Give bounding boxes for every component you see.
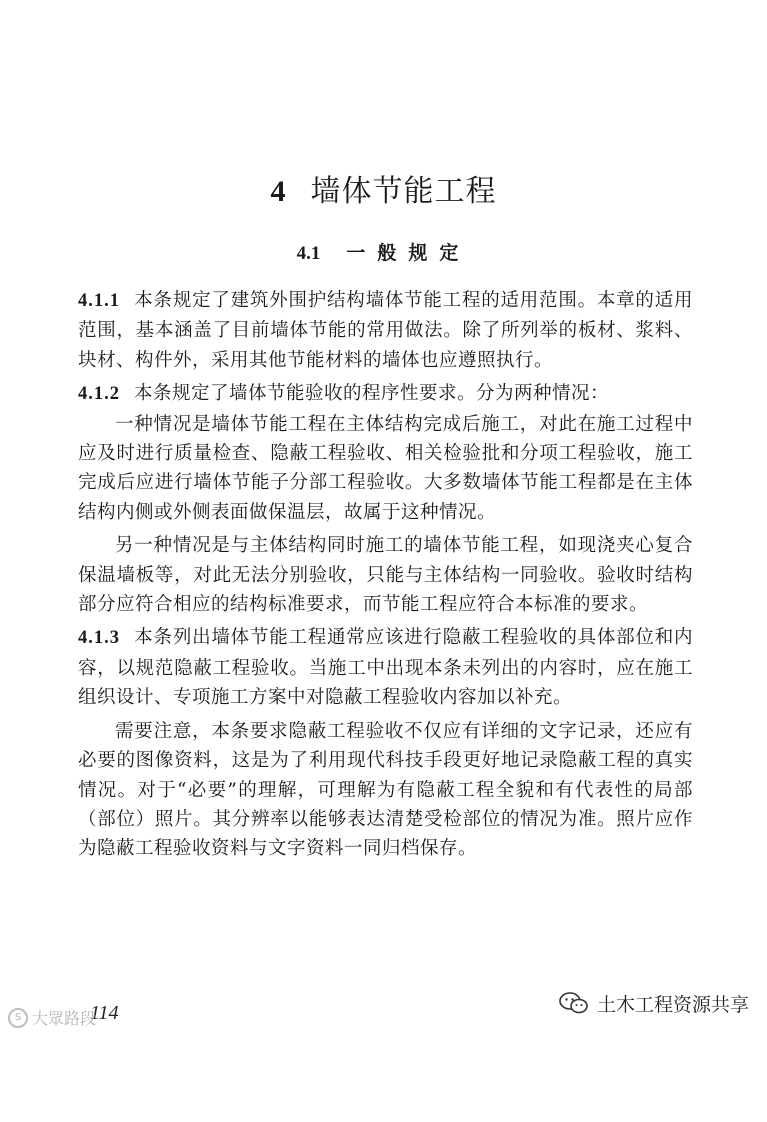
watermark-right xyxy=(559,990,749,1017)
paragraph-text: 本条规定了墙体节能验收的程序性要求。分为两种情况： xyxy=(134,383,610,405)
section-title-text: 一般规定 xyxy=(346,242,471,264)
watermark-right-text: 土木工程资源共享 xyxy=(596,994,749,1016)
paragraph: 一种情况是墙体节能工程在主体结构完成后施工，对此在施工过程中应及时进行质量检查、隐蔽工程验收、相关检验批和分项工程验收，施工完成后应进行墙体节能子分部工程验收。大多数墙体节能工程都是在主体结构内侧或外侧表面做保温层，故属于这种情况。 xyxy=(78,413,693,523)
chapter-number: 4 xyxy=(270,175,287,208)
body-text xyxy=(78,286,693,864)
clause-number: 4.1.2 xyxy=(78,384,120,405)
section-number: 4.1 xyxy=(296,243,321,264)
page-number: 114 xyxy=(90,1002,119,1024)
paragraph xyxy=(78,286,693,375)
watermark-left xyxy=(8,1006,96,1029)
paragraph-text: 本条规定了建筑外围护结构墙体节能工程的适用范围。本章的适用范围，基本涵盖了目前墙体节能的常用做法。除了所列举的板材、浆料、块材、构件外，采用其他节能材料的墙体也应遵照执行。 xyxy=(78,290,693,371)
paragraph: 需要注意，本条要求隐蔽工程验收不仅应有详细的文字记录，还应有必要的图像资料，这是为了利用现代科技手段更好地记录隐蔽工程的真实情况。对于“必要”的理解，可理解为有隐蔽工程全貌和有代表性的局部（部位）照片。其分辨率以能够表达清楚受检部位的情况为准。照片应作为隐蔽工程验收资料与文字资料一同归档保存。 xyxy=(78,720,693,860)
chapter-title-text: 墙体节能工程 xyxy=(310,174,497,209)
clause-number: 4.1.1 xyxy=(78,291,120,311)
wechat-icon xyxy=(559,991,589,1017)
paragraph: 另一种情况是与主体结构同时施工的墙体节能工程，如现浇夹心复合保温墙板等，对此无法分别验收，只能与主体结构一同验收。验收时结构部分应符合相应的结构标准要求，而节能工程应符合本标准的要求。 xyxy=(78,535,693,616)
watermark-logo-icon: S xyxy=(8,1008,28,1028)
paragraph-text: 本条列出墙体节能工程通常应该进行隐蔽工程验收的具体部位和内容，以规范隐蔽工程验收。当施工中出现本条未列出的内容时，应在施工组织设计、专项施工方案中对隐蔽工程验收内容加以补充。 xyxy=(78,627,693,709)
paragraph xyxy=(78,379,693,409)
paragraph xyxy=(78,623,693,712)
section-title xyxy=(0,238,767,265)
clause-number: 4.1.3 xyxy=(78,628,120,649)
watermark-left-text: 大眾路段 xyxy=(32,1009,97,1028)
chapter-title xyxy=(0,166,767,210)
